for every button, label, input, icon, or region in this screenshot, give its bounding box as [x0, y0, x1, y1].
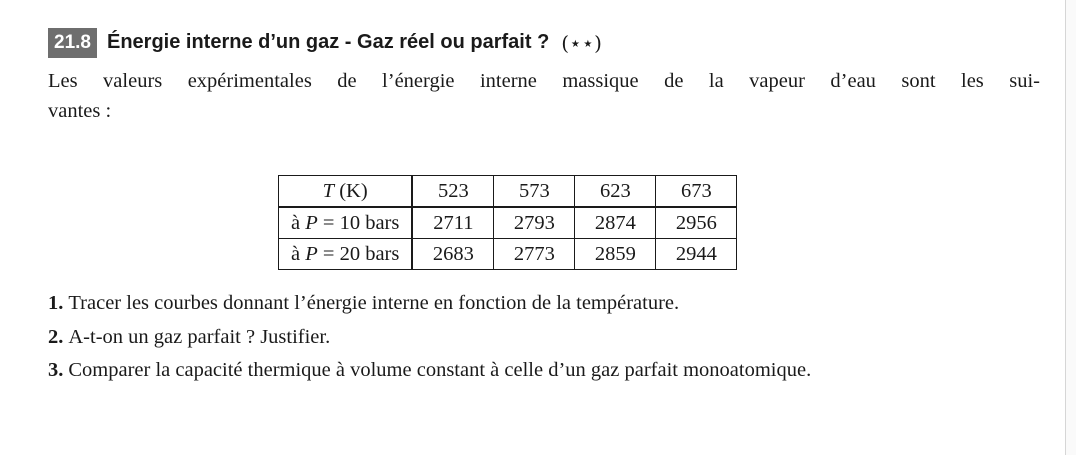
pressure-symbol: P [305, 212, 318, 234]
temperature-cell: 673 [656, 176, 737, 208]
question-list [48, 288, 1058, 389]
exercise-title: Énergie interne d’un gaz - Gaz réel ou parfait ? [106, 31, 550, 53]
internal-energy-table [278, 175, 737, 270]
temperature-cell: 523 [412, 176, 494, 208]
energy-value-cell: 2683 [412, 239, 494, 270]
energy-value-cell: 2956 [656, 207, 737, 239]
energy-value-cell: 2711 [412, 207, 494, 239]
question-item [48, 288, 1058, 322]
temperature-unit: (K) [334, 180, 368, 202]
pressure-symbol: P [305, 243, 318, 265]
energy-value-cell: 2773 [494, 239, 575, 270]
question-number: 1. [48, 292, 64, 314]
energy-value-cell: 2859 [575, 239, 656, 270]
pressure-label-cell [279, 207, 413, 239]
statement-line-1: Les valeurs expérimentales de l’énergie interne massique de la vapeur d’eau sont les sui- [48, 70, 1040, 92]
page-right-margin-rule [1065, 0, 1076, 455]
temperature-symbol: T [322, 180, 335, 202]
question-text: Comparer la capacité thermique à volume constant à celle d’un gaz parfait monoatomique. [68, 359, 812, 381]
question-number: 2. [48, 325, 64, 348]
question-text: Tracer les courbes donnant l’énergie interne en fonction de la température. [68, 292, 680, 314]
energy-value-cell: 2874 [575, 207, 656, 239]
exercise-statement [48, 66, 1040, 126]
difficulty-stars: (⋆⋆) [561, 30, 602, 55]
table-row [279, 207, 737, 239]
pressure-value: = 20 bars [317, 243, 400, 265]
pressure-prefix: à [291, 243, 306, 265]
exercise-heading [48, 27, 602, 58]
energy-value-cell: 2944 [656, 239, 737, 270]
pressure-prefix: à [291, 212, 306, 234]
temperature-cell: 573 [494, 176, 575, 208]
temperature-header-cell [279, 176, 413, 208]
question-item [48, 322, 1058, 356]
table-row [279, 239, 737, 270]
pressure-label-cell [279, 239, 413, 270]
energy-value-cell: 2793 [494, 207, 575, 239]
statement-line-2: vantes : [48, 100, 112, 122]
exercise-number-badge: 21.8 [48, 28, 97, 58]
question-text: A-t-on un gaz parfait ? Justifier. [68, 325, 331, 348]
question-number: 3. [48, 359, 64, 381]
question-item [48, 355, 1058, 389]
table-header-row [279, 176, 737, 208]
temperature-cell: 623 [575, 176, 656, 208]
pressure-value: = 10 bars [317, 212, 400, 234]
